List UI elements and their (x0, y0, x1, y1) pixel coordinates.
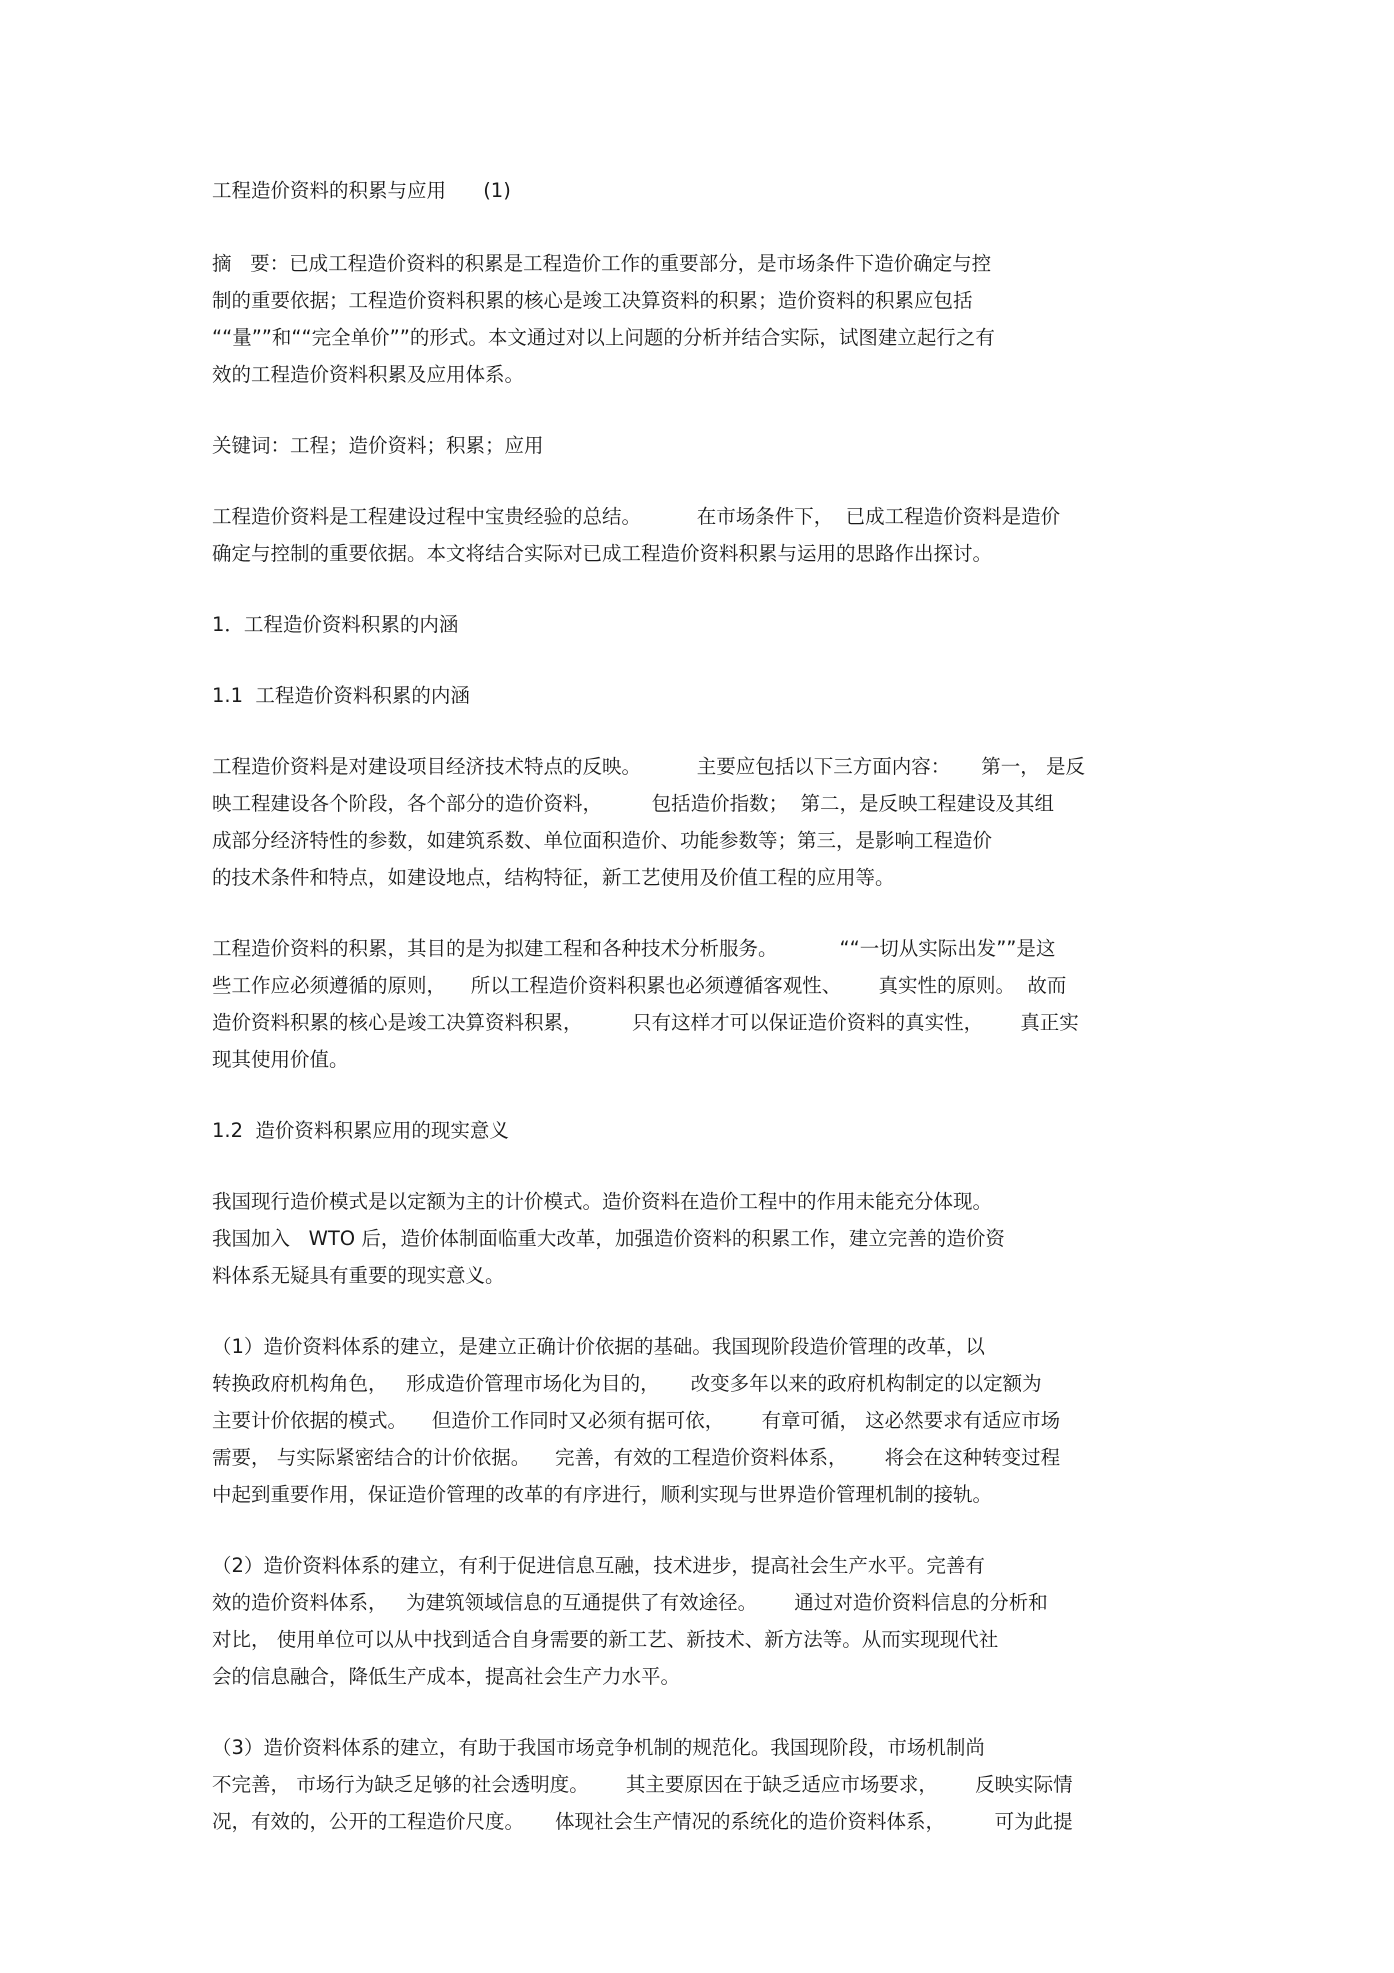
paragraph-line: 工程造价资料是对建设项目经济技术特点的反映。 主要应包括以下三方面内容： 第一， 是反 (212, 755, 1085, 778)
paragraph-line: 对比， 使用单位可以从中找到适合自身需要的新工艺、新技术、新方法等。从而实现现代社 (212, 1628, 999, 1651)
paragraph-heading-1-2 (212, 1112, 1192, 1149)
paragraph-abstract (212, 245, 1192, 393)
paragraph-line: 需要， 与实际紧密结合的计价依据。 完善，有效的工程造价资料体系， 将会在这种转变过程 (212, 1446, 1061, 1469)
paragraph-line: 造价资料积累的核心是竣工决算资料积累， 只有这样才可以保证造价资料的真实性， 真正实 (212, 1011, 1079, 1034)
paragraph-line: 转换政府机构角色， 形成造价管理市场化为目的， 改变多年以来的政府机构制定的以定额为 (212, 1372, 1042, 1395)
paragraph-keywords (212, 427, 1192, 464)
paragraph-line: 映工程建设各个阶段，各个部分的造价资料， 包括造价指数； 第二，是反映工程建设及其组 (212, 792, 1054, 815)
paragraph-line: 的技术条件和特点，如建设地点，结构特征，新工艺使用及价值工程的应用等。 (212, 866, 895, 889)
paragraph-line: 些工作应必须遵循的原则， 所以工程造价资料积累也必须遵循客观性、 真实性的原则。 故而 (212, 974, 1067, 997)
paragraph-line: 确定与控制的重要依据。本文将结合实际对已成工程造价资料积累与运用的思路作出探讨。 (212, 542, 993, 565)
paragraph-line: 工程造价资料是工程建设过程中宝贵经验的总结。 在市场条件下， 已成工程造价资料是造价 (212, 505, 1061, 528)
paragraph-line: 工程造价资料的积累，其目的是为拟建工程和各种技术分析服务。 ““一切从实际出发””是这 (212, 937, 1056, 960)
paragraph-line: 1.1 工程造价资料积累的内涵 (212, 684, 470, 707)
paragraph-line: 摘 要：已成工程造价资料的积累是工程造价工作的重要部分，是市场条件下造价确定与控 (212, 252, 992, 275)
paragraph-line: 主要计价依据的模式。 但造价工作同时又必须有据可依， 有章可循， 这必然要求有适应市场 (212, 1409, 1061, 1432)
paragraph-line: （2）造价资料体系的建立，有利于促进信息互融，技术进步，提高社会生产水平。完善有 (212, 1554, 985, 1577)
paragraph-line: 中起到重要作用，保证造价管理的改革的有序进行，顺利实现与世界造价管理机制的接轨。 (212, 1483, 993, 1506)
paragraph-para-1-2 (212, 1183, 1192, 1294)
paragraph-line: 料体系无疑具有重要的现实意义。 (212, 1264, 505, 1287)
paragraph-line: 1.2 造价资料积累应用的现实意义 (212, 1119, 509, 1142)
paragraph-line: 效的造价资料体系， 为建筑领域信息的互通提供了有效途径。 通过对造价资料信息的分析和 (212, 1591, 1048, 1614)
paragraph-heading-1 (212, 606, 1192, 643)
paragraph-para-1-1-a (212, 748, 1192, 896)
paragraph-heading-1-1 (212, 677, 1192, 714)
paragraph-line: 1．工程造价资料积累的内涵 (212, 613, 459, 636)
paragraph-line: 会的信息融合，降低生产成本，提高社会生产力水平。 (212, 1665, 681, 1688)
document-body (212, 245, 1192, 1840)
paragraph-line: 现其使用价值。 (212, 1048, 349, 1071)
paragraph-line: 不完善， 市场行为缺乏足够的社会透明度。 其主要原因在于缺乏适应市场要求， 反映实际情 (212, 1773, 1073, 1796)
paragraph-line: 况，有效的，公开的工程造价尺度。 体现社会生产情况的系统化的造价资料体系， 可为此提 (212, 1810, 1073, 1833)
document-page (212, 172, 1192, 1874)
paragraph-point-1 (212, 1328, 1192, 1513)
paragraph-line: 成部分经济特性的参数，如建筑系数、单位面积造价、功能参数等；第三，是影响工程造价 (212, 829, 993, 852)
paragraph-line: 我国现行造价模式是以定额为主的计价模式。造价资料在造价工程中的作用未能充分体现。 (212, 1190, 993, 1213)
document-title: 工程造价资料的积累与应用 (1) (212, 179, 511, 202)
paragraph-line: ““量””和““完全单价””的形式。本文通过对以上问题的分析并结合实际，试图建立起行之有 (212, 326, 995, 349)
paragraph-line: 制的重要依据；工程造价资料积累的核心是竣工决算资料的积累；造价资料的积累应包括 (212, 289, 973, 312)
paragraph-point-3 (212, 1729, 1192, 1840)
paragraph-para-1-1-b (212, 930, 1192, 1078)
paragraph-line: （1）造价资料体系的建立，是建立正确计价依据的基础。我国现阶段造价管理的改革，以 (212, 1335, 985, 1358)
paragraph-intro (212, 498, 1192, 572)
paragraph-line: 我国加入 WTO 后，造价体制面临重大改革，加强造价资料的积累工作，建立完善的造价资 (212, 1227, 1005, 1250)
paragraph-point-2 (212, 1547, 1192, 1695)
paragraph-line: （3）造价资料体系的建立，有助于我国市场竞争机制的规范化。我国现阶段，市场机制尚 (212, 1736, 985, 1759)
paragraph-line: 关键词：工程；造价资料；积累；应用 (212, 434, 544, 457)
paragraph-line: 效的工程造价资料积累及应用体系。 (212, 363, 525, 386)
